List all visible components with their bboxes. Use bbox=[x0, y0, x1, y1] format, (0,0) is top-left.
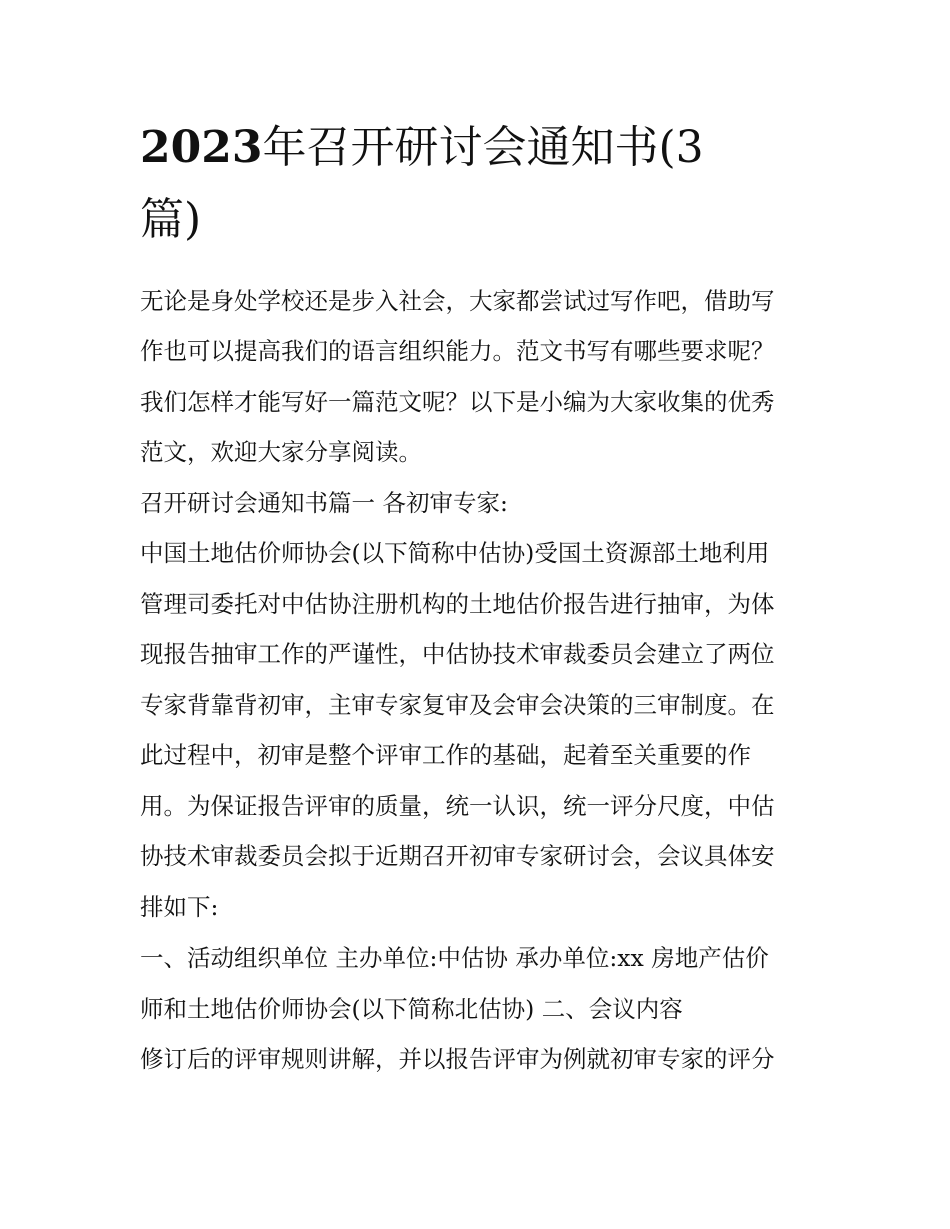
title-year: 2023 bbox=[140, 122, 263, 173]
title-text-line2: 篇) bbox=[140, 194, 202, 245]
title-text: 年召开研讨会通知书(3 bbox=[262, 122, 704, 173]
paragraph-line: 一、活动组织单位 主办单位:中估协 承办单位:xx 房地产估价 bbox=[140, 944, 769, 972]
paragraph-line: 我们怎样才能写好一篇范文呢？以下是小编为大家收集的优秀 bbox=[140, 388, 775, 416]
paragraph-line: 用。为保证报告评审的质量，统一认识，统一评分尺度，中估 bbox=[140, 792, 775, 820]
paragraph-line: 专家背靠背初审，主审专家复审及会审会决策的三审制度。在 bbox=[140, 691, 775, 719]
paragraph-line: 修订后的评审规则讲解，并以报告评审为例就初审专家的评分 bbox=[140, 1045, 775, 1073]
paragraph-line: 范文，欢迎大家分享阅读。 bbox=[140, 438, 422, 466]
paragraph-line: 协技术审裁委员会拟于近期召开初审专家研讨会，会议具体安 bbox=[140, 842, 775, 870]
section-heading-line: 召开研讨会通知书篇一 各初审专家: bbox=[140, 489, 508, 517]
paragraph-line: 排如下: bbox=[140, 893, 219, 921]
paragraph-line: 中国土地估价师协会(以下简称中估协)受国土资源部土地利用 bbox=[140, 539, 770, 567]
paragraph-line: 管理司委托对中估协注册机构的土地估价报告进行抽审，为体 bbox=[140, 590, 775, 618]
paragraph-line: 此过程中，初审是整个评审工作的基础，起着至关重要的作 bbox=[140, 741, 751, 769]
paragraph-line: 无论是身处学校还是步入社会，大家都尝试过写作吧，借助写 bbox=[140, 287, 775, 315]
document-title bbox=[140, 112, 812, 256]
paragraph-line: 现报告抽审工作的严谨性，中估协技术审裁委员会建立了两位 bbox=[140, 640, 775, 668]
paragraph-line: 师和土地估价师协会(以下简称北估协) 二、会议内容 bbox=[140, 995, 683, 1023]
paragraph-line: 作也可以提高我们的语言组织能力。范文书写有哪些要求呢？ bbox=[140, 337, 775, 365]
